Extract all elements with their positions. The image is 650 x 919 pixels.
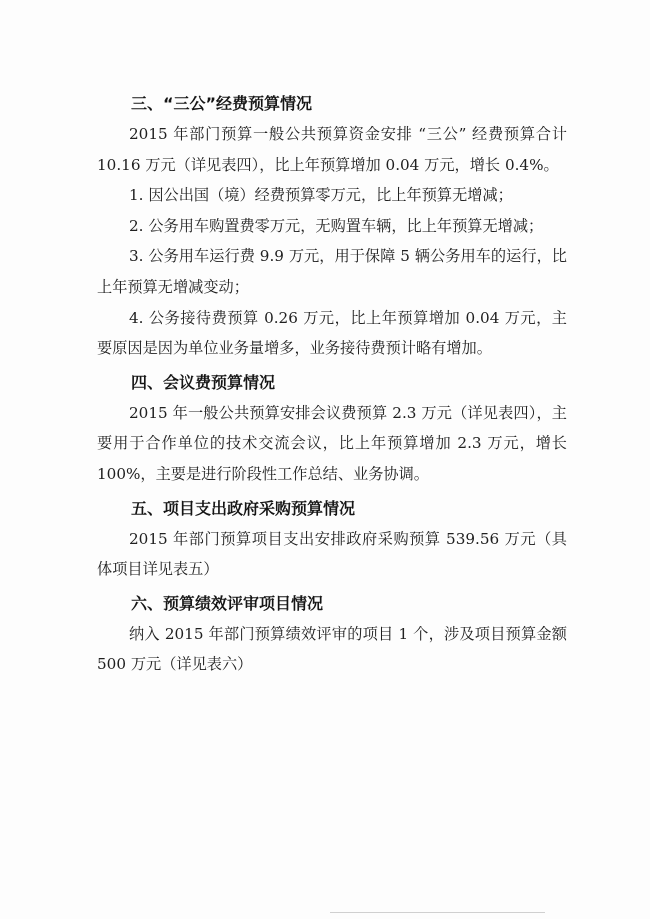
document-body	[97, 88, 567, 680]
section-5-text: 2015 年部门预算项目支出安排政府采购预算 539.56 万元（具体项目详见表五）	[97, 529, 567, 579]
section-5-heading: 五、项目支出政府采购预算情况	[131, 498, 356, 518]
section-6-text: 纳入 2015 年部门预算绩效评审的项目 1 个，涉及项目预算金额 500 万元（详见表六）	[97, 624, 567, 674]
page-bottom-rule	[330, 912, 545, 913]
section-4-text: 2015 年一般公共预算安排会议费预算 2.3 万元（详见表四），主要用于合作单位的技术交流会议，比上年预算增加 2.3 万元，增长 100%，主要是进行阶段性工作总结、业务协调。	[97, 403, 567, 483]
section-3-item-4: 4. 公务接待费预算 0.26 万元，比上年预算增加 0.04 万元，主要原因是因为单位业务量增多，业务接待费预计略有增加。	[97, 308, 567, 358]
section-6-heading: 六、预算绩效评审项目情况	[131, 593, 324, 613]
section-3-heading: 三、“三公”经费预算情况	[131, 94, 313, 113]
section-3-item-1: 1. 因公出国（境）经费预算零万元，比上年预算无增减；	[129, 186, 513, 205]
section-4-heading: 四、会议费预算情况	[131, 372, 276, 392]
section-3-intro: 2015 年部门预算一般公共预算资金安排 “三公” 经费预算合计 10.16 万元（详见表四），比上年预算增加 0.04 万元，增长 0.4%。	[97, 125, 567, 174]
section-3-item-2: 2. 公务用车购置费零万元，无购置车辆，比上年预算无增减；	[129, 216, 544, 235]
section-3-item-3: 3. 公务用车运行费 9.9 万元，用于保障 5 辆公务用车的运行，比上年预算无增减变动；	[97, 247, 567, 296]
